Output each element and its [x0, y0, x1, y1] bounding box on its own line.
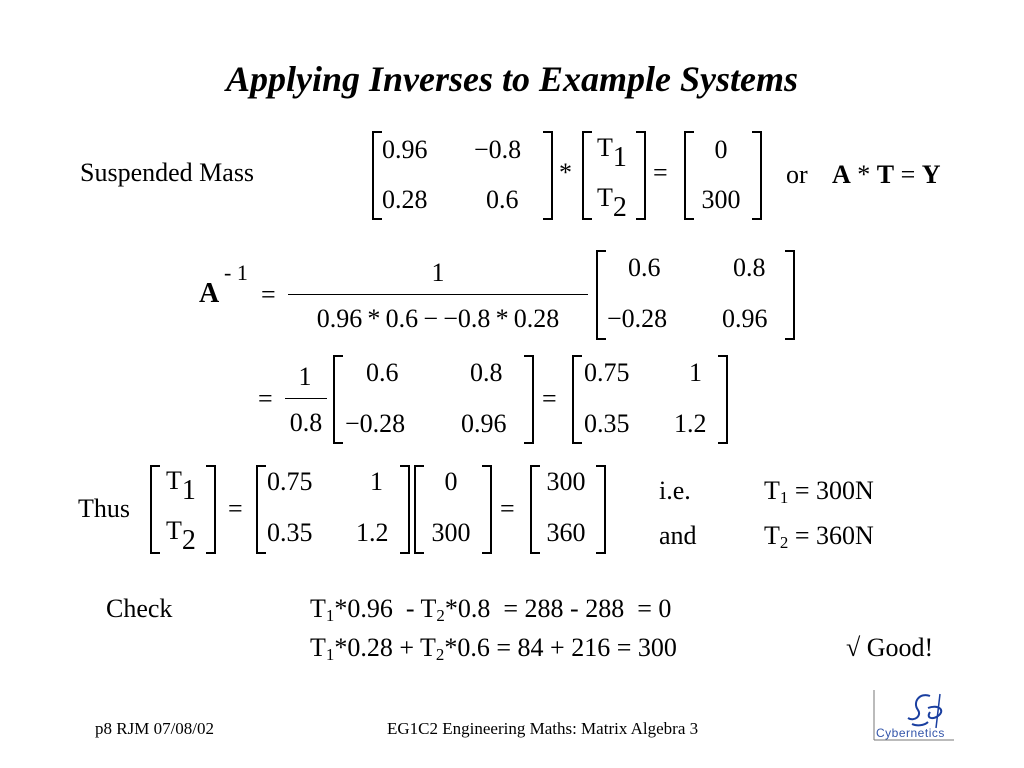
- t2-symbol: T2: [597, 183, 627, 223]
- row3-equals-2: =: [542, 384, 557, 413]
- inverse-denominator: 0.96 * 0.6 − −0.8 * 0.28: [316, 304, 560, 333]
- inverse-a: A: [199, 278, 220, 309]
- and-label: and: [659, 521, 697, 550]
- check-line-2: $T_1*0.28 + T_2*0.6 = 84 + 216 = 300$: [310, 633, 677, 665]
- thus-y-1: 0: [444, 467, 458, 496]
- thus-inv-11: 0.75: [267, 467, 313, 496]
- inv-22: 1.2: [674, 409, 707, 438]
- multiply-sign: *: [559, 158, 572, 187]
- row3-denominator: 0.8: [289, 408, 323, 437]
- row3-adj-12: 0.8: [470, 358, 503, 387]
- y-2: 300: [701, 185, 741, 214]
- inv-11: 0.75: [584, 358, 630, 387]
- inverse-numerator: 1: [431, 258, 445, 287]
- t1-symbol: T1: [597, 133, 627, 173]
- check-label: Check: [106, 594, 173, 623]
- aty-equation: A * T = Y: [832, 160, 941, 189]
- row3-equals: =: [258, 384, 273, 413]
- slide-title: Applying Inverses to Example Systems: [225, 59, 798, 99]
- adj-12: 0.8: [733, 253, 766, 282]
- result-2: 360: [546, 518, 586, 547]
- ie-label: i.e.: [659, 476, 691, 505]
- inverse-exponent: - 1: [224, 260, 248, 285]
- row3-fraction-line: [285, 398, 327, 399]
- check-line-1: $T_1*0.96 - T_2*0.8 = 288 - 288 = 0$: [310, 594, 672, 626]
- adj-11: 0.6: [628, 253, 661, 282]
- thus-equals-2: =: [500, 494, 515, 523]
- row3-adj-22: 0.96: [461, 409, 507, 438]
- good-text: √ Good!: [846, 633, 934, 662]
- y-1: 0: [714, 135, 728, 164]
- result-1: 300: [546, 467, 586, 496]
- matrix-a-12: −0.8: [474, 135, 522, 164]
- thus-inv-22: 1.2: [356, 518, 389, 547]
- t2-result: $T_2 = 360N$: [764, 521, 874, 553]
- inverse-equals: =: [261, 280, 276, 309]
- thus-t1: T1: [166, 466, 196, 506]
- thus-y-2: 300: [431, 518, 471, 547]
- row3-adj-21: −0.28: [345, 409, 406, 438]
- adj-22: 0.96: [722, 304, 768, 333]
- t1-result: $T_1 = 300N$: [764, 476, 874, 508]
- inv-21: 0.35: [584, 409, 630, 438]
- cybernetics-logo: [868, 688, 958, 746]
- thus-equals: =: [228, 494, 243, 523]
- thus-inv-12: 1: [370, 467, 383, 496]
- row3-adj-11: 0.6: [366, 358, 399, 387]
- fraction-line: [288, 294, 588, 295]
- adj-21: −0.28: [607, 304, 668, 333]
- footer-left: p8 RJM 07/08/02: [95, 719, 215, 738]
- or-text: or: [786, 160, 808, 189]
- matrix-a-21: 0.28: [382, 185, 428, 214]
- inv-12: 1: [689, 358, 702, 387]
- equals-sign: =: [653, 158, 668, 187]
- suspended-mass-label: Suspended Mass: [80, 158, 255, 187]
- matrix-a-22: 0.6: [486, 185, 519, 214]
- row3-numerator: 1: [298, 362, 312, 391]
- thus-label: Thus: [78, 494, 130, 523]
- thus-t2: T2: [166, 516, 196, 556]
- matrix-a-11: 0.96: [382, 135, 428, 164]
- footer-center: EG1C2 Engineering Maths: Matrix Algebra 3: [387, 719, 699, 738]
- svg-text:Cybernetics: Cybernetics: [876, 726, 945, 740]
- thus-inv-21: 0.35: [267, 518, 313, 547]
